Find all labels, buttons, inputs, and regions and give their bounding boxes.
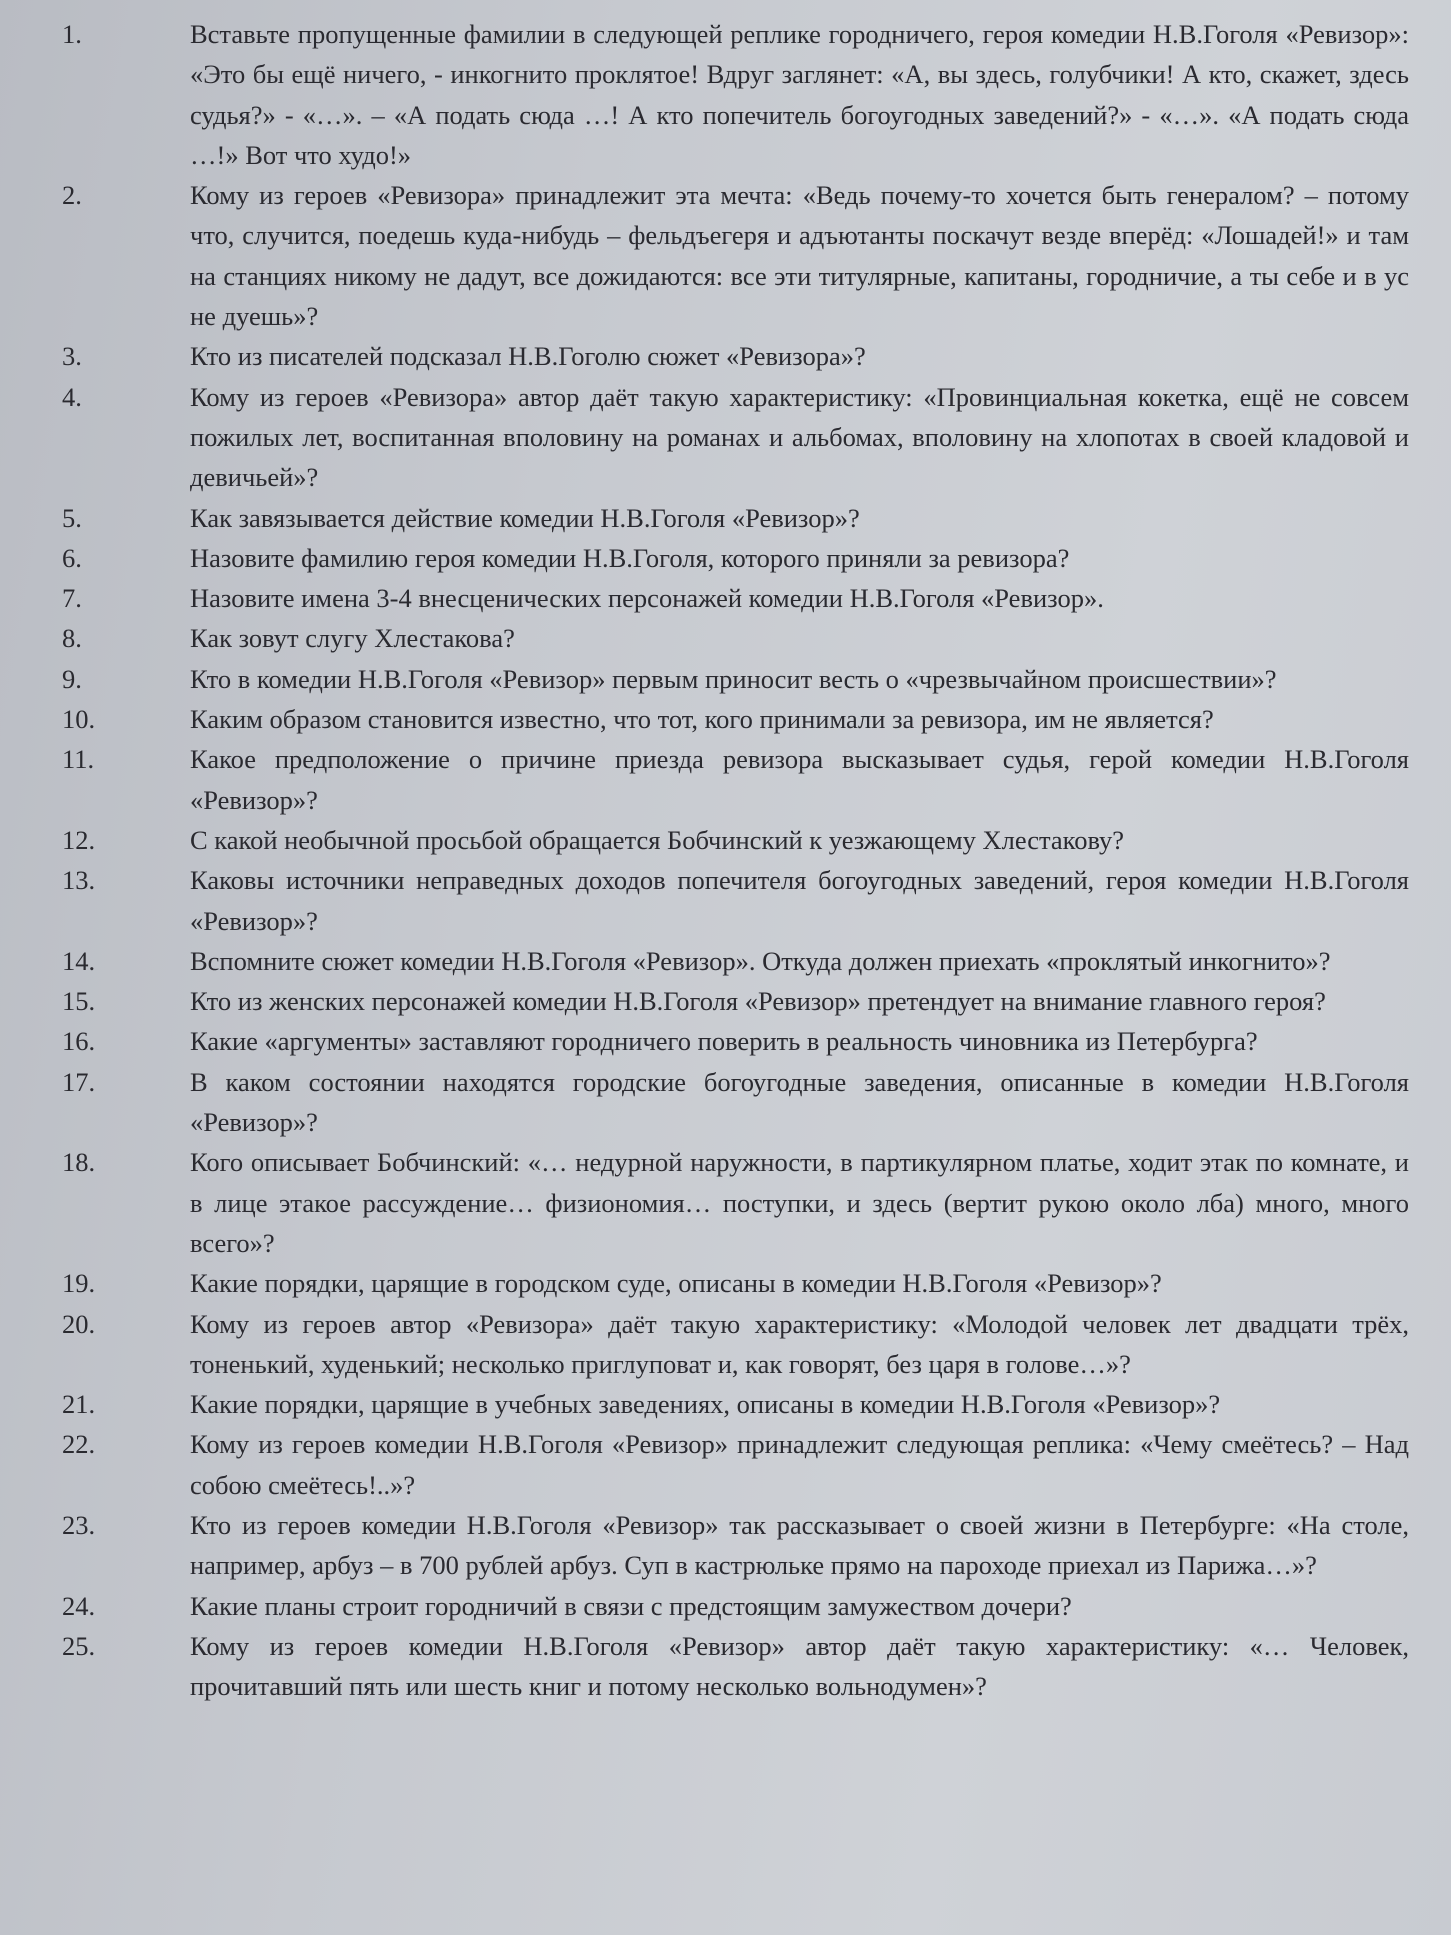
question-number: 3. [62,341,82,372]
question-item [60,981,1409,1021]
question-text: Кто из писателей подсказал Н.В.Гоголю сюжет «Ревизора»? [190,341,866,372]
question-text: Какие порядки, царящие в городском суде, описаны в комедии Н.В.Гоголя «Ревизор»? [190,1268,1162,1299]
question-item [60,739,1409,820]
question-item [60,941,1409,981]
question-number: 10. [62,704,96,735]
question-item [60,659,1409,699]
question-text: Какие «аргументы» заставляют городничего поверить в реальность чиновника из Петербурга? [190,1026,1258,1057]
question-item [60,578,1409,618]
question-text: Как завязывается действие комедии Н.В.Гоголя «Ревизор»? [190,502,860,533]
question-text: Вспомните сюжет комедии Н.В.Гоголя «Ревизор». Откуда должен приехать «проклятый инкогнито»? [190,945,1331,976]
question-text: Как зовут слугу Хлестакова? [190,623,515,654]
question-number: 16. [62,1026,96,1057]
question-number: 4. [62,381,82,412]
question-number: 15. [62,986,96,1017]
question-number: 20. [62,1308,96,1339]
question-item [60,336,1409,376]
question-item [60,14,1409,175]
question-text: Кому из героев комедии Н.В.Гоголя «Ревизор» автор даёт такую характеристику: «… Человек, прочитавший пять или шесть книг и потому несколько вольнодумен»? [190,1630,1409,1702]
question-number: 23. [62,1509,96,1540]
question-number: 9. [62,663,82,694]
question-item [60,175,1409,336]
question-text: С какой необычной просьбой обращается Бобчинский к уезжающему Хлестакову? [190,824,1125,855]
question-number: 24. [62,1590,96,1621]
question-text: Вставьте пропущенные фамилии в следующей реплике городничего, героя комедии Н.В.Гоголя «Ревизор»: «Это бы ещё ничего, - инкогнито проклятое! Вдруг заглянет: «А, вы здесь, голубчики! А кто, скажет, здесь судья?» - «…». – «А подать сюда …! А кто попечитель богоугодных заведений?» - «…». «А подать сюда …!» Вот что худо!» [190,19,1409,170]
question-item [60,699,1409,739]
question-text: Кто из героев комедии Н.В.Гоголя «Ревизор» так рассказывает о своей жизни в Петербурге: «На столе, например, арбуз – в 700 рублей арбуз. Суп в кастрюльке прямо на пароходе приехал из Парижа…»? [190,1509,1409,1581]
question-number: 8. [62,623,82,654]
question-number: 13. [62,865,96,896]
question-text: Кому из героев «Ревизора» автор даёт такую характеристику: «Провинциальная кокетка, ещё не совсем пожилых лет, воспитанная вполовину на романах и альбомах, вполовину на хлопотах в своей кладовой и девичьей»? [190,381,1409,493]
question-text: Кому из героев автор «Ревизора» даёт такую характеристику: «Молодой человек лет двадцати трёх, тоненький, худенький; несколько приглуповат и, как говорят, без царя в голове…»? [190,1308,1409,1379]
question-item [60,377,1409,498]
question-number: 12. [62,824,96,855]
question-text: Кому из героев комедии Н.В.Гоголя «Ревизор» принадлежит следующая реплика: «Чему смеётесь? – Над собою смеётесь!..»? [190,1429,1409,1500]
question-item [60,860,1409,941]
question-number: 14. [62,945,96,976]
question-item [60,1263,1409,1303]
question-item [60,1021,1409,1061]
question-text: Кто из женских персонажей комедии Н.В.Гоголя «Ревизор» претендует на внимание главного героя? [190,986,1326,1017]
question-text: Назовите имена 3-4 внесценических персонажей комедии Н.В.Гоголя «Ревизор». [190,583,1104,614]
question-text: Какие порядки, царящие в учебных заведениях, описаны в комедии Н.В.Гоголя «Ревизор»? [190,1389,1221,1420]
question-number: 19. [62,1268,96,1299]
question-number: 7. [62,583,82,614]
question-number: 21. [62,1389,96,1420]
question-item [60,1424,1409,1505]
question-text: В каком состоянии находятся городские богоугодные заведения, описанные в комедии Н.В.Гоголя «Ревизор»? [190,1066,1409,1138]
question-number: 22. [62,1429,96,1460]
question-item [60,1304,1409,1385]
question-number: 6. [62,542,82,573]
question-item [60,1142,1409,1263]
question-item [60,1062,1409,1143]
question-text: Кому из героев «Ревизора» принадлежит эта мечта: «Ведь почему-то хочется быть генералом? – потому что, случится, поедешь куда-нибудь – фельдъегеря и адъютанты поскачут везде вперёд: «Лошадей!» и там на станциях никому не дадут, все дожидаются: все эти титулярные, капитаны, городничие, а ты себе и в ус не дуешь»? [190,180,1409,332]
question-number: 2. [62,180,82,211]
question-text: Какое предположение о причине приезда ревизора высказывает судья, герой комедии Н.В.Гоголя «Ревизор»? [190,744,1409,815]
question-number: 5. [62,502,82,533]
question-number: 1. [62,19,82,49]
question-text: Назовите фамилию героя комедии Н.В.Гоголя, которого приняли за ревизора? [190,542,1070,573]
question-text: Каковы источники неправедных доходов попечителя богоугодных заведений, героя комедии Н.В.Гоголя «Ревизор»? [190,865,1409,936]
question-text: Какие планы строит городничий в связи с предстоящим замужеством дочери? [190,1590,1072,1621]
question-text: Кто в комедии Н.В.Гоголя «Ревизор» первым приносит весть о «чрезвычайном происшествии»? [190,663,1277,694]
question-item [60,1626,1409,1707]
question-item [60,1586,1409,1626]
question-text: Кого описывает Бобчинский: «… недурной наружности, в партикулярном платье, ходит этак по комнате, и в лице этакое рассуждение… физиономия… поступки, и здесь (вертит рукою около лба) много, много всего»? [190,1147,1409,1258]
question-item [60,820,1409,860]
question-item [60,1505,1409,1586]
question-item [60,618,1409,658]
question-number: 25. [62,1630,96,1661]
question-list [60,14,1409,1706]
question-item [60,538,1409,578]
question-number: 18. [62,1147,96,1178]
question-text: Каким образом становится известно, что тот, кого принимали за ревизора, им не является? [190,704,1214,735]
question-number: 11. [62,744,95,775]
question-item [60,1384,1409,1424]
question-item [60,498,1409,538]
question-number: 17. [62,1066,96,1097]
